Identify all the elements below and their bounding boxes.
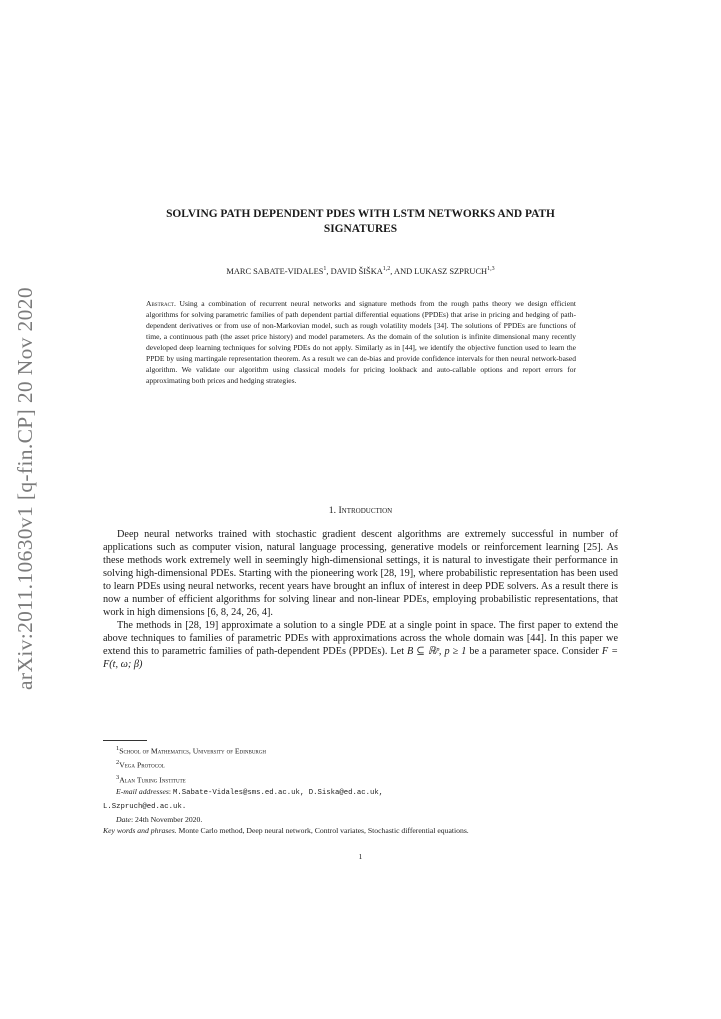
footnote-1-mark: 1: [116, 745, 120, 752]
author-3-affiliation: 1,3: [487, 266, 495, 272]
author-list: [103, 263, 618, 278]
page-number: 1: [358, 852, 363, 861]
footnote-1: [103, 743, 618, 757]
title-line-1: SOLVING PATH DEPENDENT PDES WITH LSTM NETWORKS AND PATH: [166, 208, 555, 220]
abstract: [146, 298, 576, 386]
paragraph-1: Deep neural networks trained with stochastic gradient descent algorithms are extremely successful in number of applications such as computer vision, natural language processing, generative models or reinforcement learning [25]. As these methods work extremely well in seemingly high-dimensional settings, it is natural to investigate their performance in solving high-dimensional PDEs. Starting with the pioneering work [28, 19], where probabilistic representation has been used to learn PDEs using neural networks, recent years have brought an influx of interest in deep PDE solvers. As a result there is now a number of efficient algorithms for solving linear and non-linear PDEs, employing probabilistic representations, that work in high dimensions [6, 8, 24, 26, 4].: [103, 529, 618, 619]
author-2: , DAVID ŠIŠKA: [326, 266, 383, 276]
email-list-line-1: M.Sabate-Vidales@sms.ed.ac.uk, D.Siska@ed.ac.uk,: [172, 789, 384, 798]
author-3: , AND LUKASZ SZPRUCH: [390, 266, 488, 276]
paragraph-2-mid: be a parameter space. Consider: [466, 646, 602, 658]
footnote-rule: [103, 740, 147, 741]
footnote-3: [103, 772, 618, 786]
email-label: E-mail addresses: [116, 787, 169, 797]
footnote-2: [103, 757, 618, 771]
footnote-3-mark: 3: [116, 773, 120, 781]
date-value: 24th November 2020.: [135, 814, 203, 824]
footnote-2-text: Vega Protocol: [119, 760, 165, 770]
arxiv-identifier-text: arXiv:2011.10630v1 [q-fin.CP] 20 Nov 2020: [13, 287, 38, 690]
footnote-3-text: Alan Turing Institute: [119, 775, 186, 785]
date-line: Date: 24th November 2020.: [116, 814, 203, 824]
keywords-text: Monte Carlo method, Deep neural network, Control variates, Stochastic differential equations.: [176, 826, 469, 836]
introduction-body: [103, 528, 618, 672]
paper-title: [103, 207, 618, 237]
email-addresses-continued: [103, 800, 618, 814]
parameter-space-formula: B ⊆ ℝᵖ, p ≥ 1: [407, 646, 467, 658]
arxiv-identifier-stamp: [3, 287, 48, 690]
paragraph-2: [103, 619, 618, 671]
abstract-heading: Abstract.: [146, 299, 176, 308]
section-number: 1.: [328, 505, 337, 516]
section-heading-introduction: [103, 505, 618, 516]
email-list-line-2: L.Szpruch@ed.ac.uk.: [103, 802, 187, 811]
footnote-2-mark: 2: [116, 759, 120, 767]
section-title: Introduction: [338, 505, 393, 516]
title-line-2: SIGNATURES: [323, 223, 398, 235]
date-label: Date: [116, 814, 131, 824]
footnotes: [103, 743, 618, 837]
footnote-1-text: School of Mathematics, University of Edinburgh: [119, 746, 266, 756]
keywords: [103, 825, 618, 837]
author-2-affiliation: 1,2: [382, 266, 391, 272]
abstract-text: Using a combination of recurrent neural networks and signature methods from the rough paths theory we design efficient algorithms for solving parametric families of path dependent partial differential equations (PPDEs) that arise in pricing and hedging of path-dependent derivatives or from use of non-Markovian model, such as rough volatility models [34]. The solutions of PPDEs are functions of time, a continuous path (the asset price history) and model parameters. As the domain of the solution is infinite dimensional many recently developed deep learning techniques for solving PDEs do not apply. Similarly as in [44], we identify the objective function used to learn the PPDE by using martingale representation theorem. As a result we can de-bias and provide confidence intervals for then neural network-based algorithm. We validate our algorithm using classical models for pricing lookback and auto-callable options and report errors for approximating both prices and hedging strategies.: [146, 299, 576, 386]
paragraph-2-text: The methods in [28, 19] approximate a solution to a single PDE at a single point in space. The first paper to extend the above techniques to families of parametric PDEs with approximations across the whole domain was [44]. In this paper we extend this to parametric families of path-dependent PDEs (PPDEs). Let: [103, 620, 618, 658]
keywords-label: Key words and phrases.: [103, 826, 177, 836]
email-addresses: E-mail addresses: M.Sabate-Vidales@sms.ed.ac.uk, D.Siska@ed.ac.uk,: [116, 787, 384, 798]
function-formula: F = F(t, ω; β): [103, 646, 618, 671]
author-1-affiliation: 1: [323, 266, 327, 272]
author-1: MARC SABATE-VIDALES: [226, 266, 324, 276]
